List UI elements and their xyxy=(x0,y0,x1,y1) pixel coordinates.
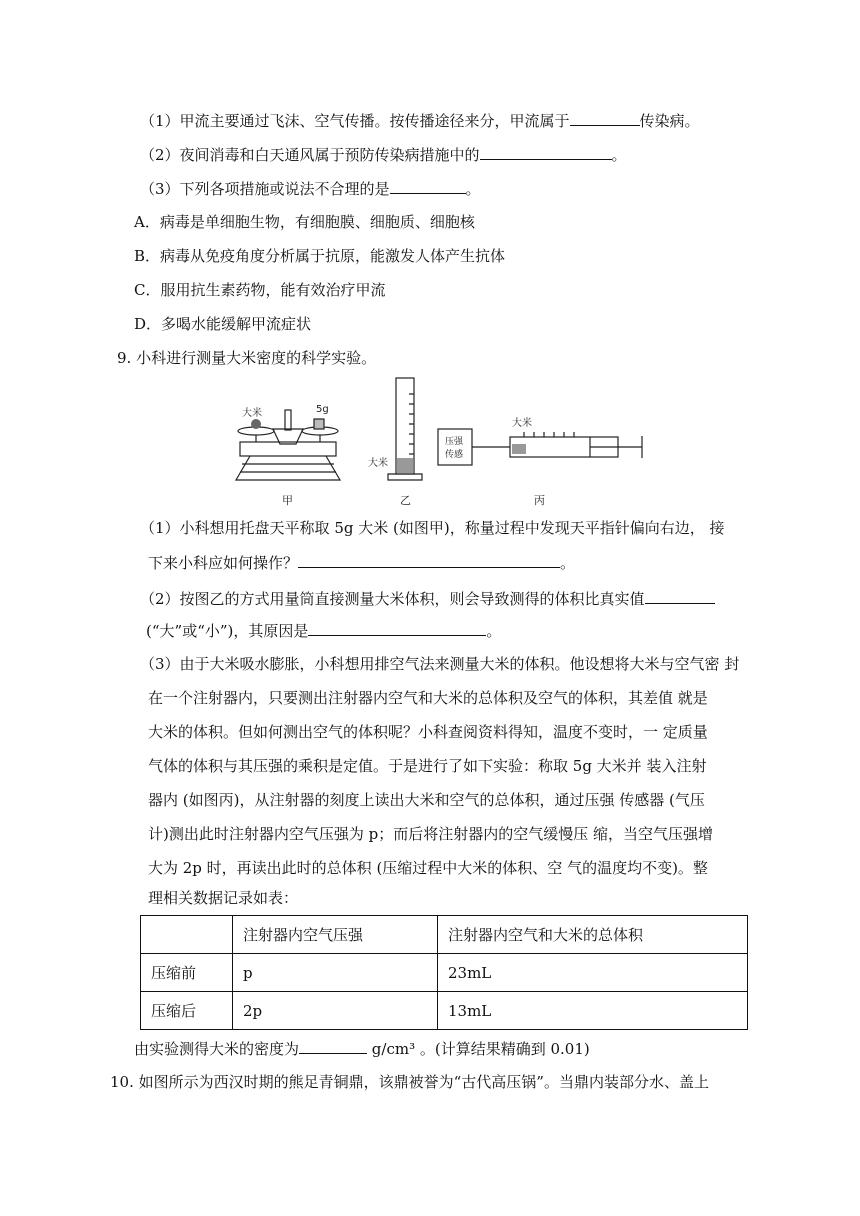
q9-result-text: 由实验测得大米的密度为 xyxy=(134,1040,300,1058)
q9-sub3-line: 气体的体积与其压强的乘积是定值。于是进行了如下实验：称取 5g 大米并 装入注射 xyxy=(148,757,707,775)
q8-option-c: C．服用抗生素药物，能有效治疗甲流 xyxy=(134,281,386,299)
caption-b: 乙 xyxy=(400,494,411,507)
q9-sub1-line2 xyxy=(148,552,575,573)
q8-sub1 xyxy=(140,110,700,131)
q9-sub3-line: 在一个注射器内，只要测出注射器内空气和大米的总体积及空气的体积，其差值 就是 xyxy=(148,689,708,707)
q9-sub2-line2 xyxy=(146,620,501,641)
q8-sub3 xyxy=(140,178,481,199)
q8-sub3-text: （3）下列各项措施或说法不合理的是 xyxy=(140,180,390,198)
q8-option-d: D．多喝水能缓解甲流症状 xyxy=(134,315,312,333)
q9-sub1-question: 下来小科应如何操作？ xyxy=(148,554,299,572)
experiment-figure xyxy=(228,374,668,514)
table-cell: 13mL xyxy=(438,992,748,1030)
question-number: 9. xyxy=(117,349,132,367)
q8-sub1-suffix: 传染病。 xyxy=(639,112,700,130)
q9-sub2-reason: (“大”或“小”)，其原因是 xyxy=(146,622,309,640)
rice-label-b: 大米 xyxy=(368,458,388,469)
table-header-cell: 注射器内空气和大米的总体积 xyxy=(438,916,748,954)
answer-blank[interactable] xyxy=(480,144,612,160)
rice-label-a: 大米 xyxy=(242,408,262,419)
q8-sub1-text: （1）甲流主要通过飞沫、空气传播。按传播途径来分，甲流属于 xyxy=(140,112,570,130)
balance-diagram xyxy=(236,404,340,507)
q9-result xyxy=(134,1038,590,1059)
q8-sub2-text: （2）夜间消毒和白天通风属于预防传染病措施中的 xyxy=(140,146,480,164)
table-cell: 23mL xyxy=(438,954,748,992)
q8-sub3-suffix: 。 xyxy=(465,180,481,198)
q9-stem xyxy=(117,348,376,368)
q9-sub1-suffix: 。 xyxy=(560,554,576,572)
table-cell: 压缩后 xyxy=(141,992,233,1030)
q9-result-unit: g/cm³ 。(计算结果精确到 0.01) xyxy=(371,1040,590,1058)
table-header-cell: 注射器内空气压强 xyxy=(233,916,438,954)
table-header-row xyxy=(141,916,748,954)
q9-sub3-line: 器内 (如图丙)，从注射器的刻度上读出大米和空气的总体积，通过压强 传感器 (气压 xyxy=(148,791,705,809)
question-stem: 小科进行测量大米密度的科学实验。 xyxy=(136,349,377,367)
q9-sub3-line: 计)测出此时注射器内空气压强为 p；而后将注射器内的空气缓慢压 缩，当空气压强增 xyxy=(148,825,713,843)
table-cell: 压缩前 xyxy=(141,954,233,992)
question-number: 10. xyxy=(110,1073,134,1091)
q9-sub2-suffix: 。 xyxy=(486,622,502,640)
q8-option-b: B．病毒从免疫角度分析属于抗原，能激发人体产生抗体 xyxy=(134,247,506,265)
q9-sub3-line: （3）由于大米吸水膨胀，小科想用排空气法来测量大米的体积。他设想将大米与空气密 封 xyxy=(140,655,740,673)
answer-blank[interactable] xyxy=(390,178,466,194)
table-row xyxy=(141,992,748,1030)
q9-sub1-line1: （1）小科想用托盘天平称取 5g 大米 (如图甲)，称量过程中发现天平指针偏向右边， 接 xyxy=(140,519,725,537)
q10-stem xyxy=(110,1072,709,1092)
table-header-cell xyxy=(141,916,233,954)
q9-sub3-line: 理相关数据记录如表： xyxy=(148,889,299,907)
answer-blank[interactable] xyxy=(570,110,640,126)
q9-sub3-line: 大米的体积。但如何测出空气的体积呢？小科查阅资料得知，温度不变时，一 定质量 xyxy=(148,723,708,741)
q8-sub2 xyxy=(140,144,627,165)
table-cell: p xyxy=(233,954,438,992)
table-row xyxy=(141,954,748,992)
answer-blank[interactable] xyxy=(298,552,560,568)
question-stem: 如图所示为西汉时期的熊足青铜鼎，该鼎被誉为“古代高压锅”。当鼎内装部分水、盖上 xyxy=(138,1073,709,1091)
q9-sub2-line1 xyxy=(140,588,715,609)
table-cell: 2p xyxy=(233,992,438,1030)
caption-c: 丙 xyxy=(534,494,545,507)
caption-a: 甲 xyxy=(282,494,293,507)
q9-sub3-line: 大为 2p 时，再读出此时的总体积 (压缩过程中大米的体积、空 气的温度均不变)。整 xyxy=(148,859,708,877)
q9-sub2-text: （2）按图乙的方式用量筒直接测量大米体积，则会导致测得的体积比真实值 xyxy=(140,590,645,608)
weight-label: 5g xyxy=(316,404,329,415)
sensor-label-1: 压强 xyxy=(445,437,464,447)
rice-label-c: 大米 xyxy=(512,418,532,429)
q8-option-a: A．病毒是单细胞生物，有细胞膜、细胞质、细胞核 xyxy=(134,213,475,231)
cylinder-diagram xyxy=(368,378,422,507)
answer-blank[interactable] xyxy=(645,588,715,604)
answer-blank[interactable] xyxy=(308,620,486,636)
data-table xyxy=(140,915,748,1030)
q8-sub2-suffix: 。 xyxy=(611,146,627,164)
syringe-diagram xyxy=(438,416,642,507)
answer-blank[interactable] xyxy=(299,1038,367,1054)
sensor-label-2: 传感 xyxy=(445,450,464,460)
